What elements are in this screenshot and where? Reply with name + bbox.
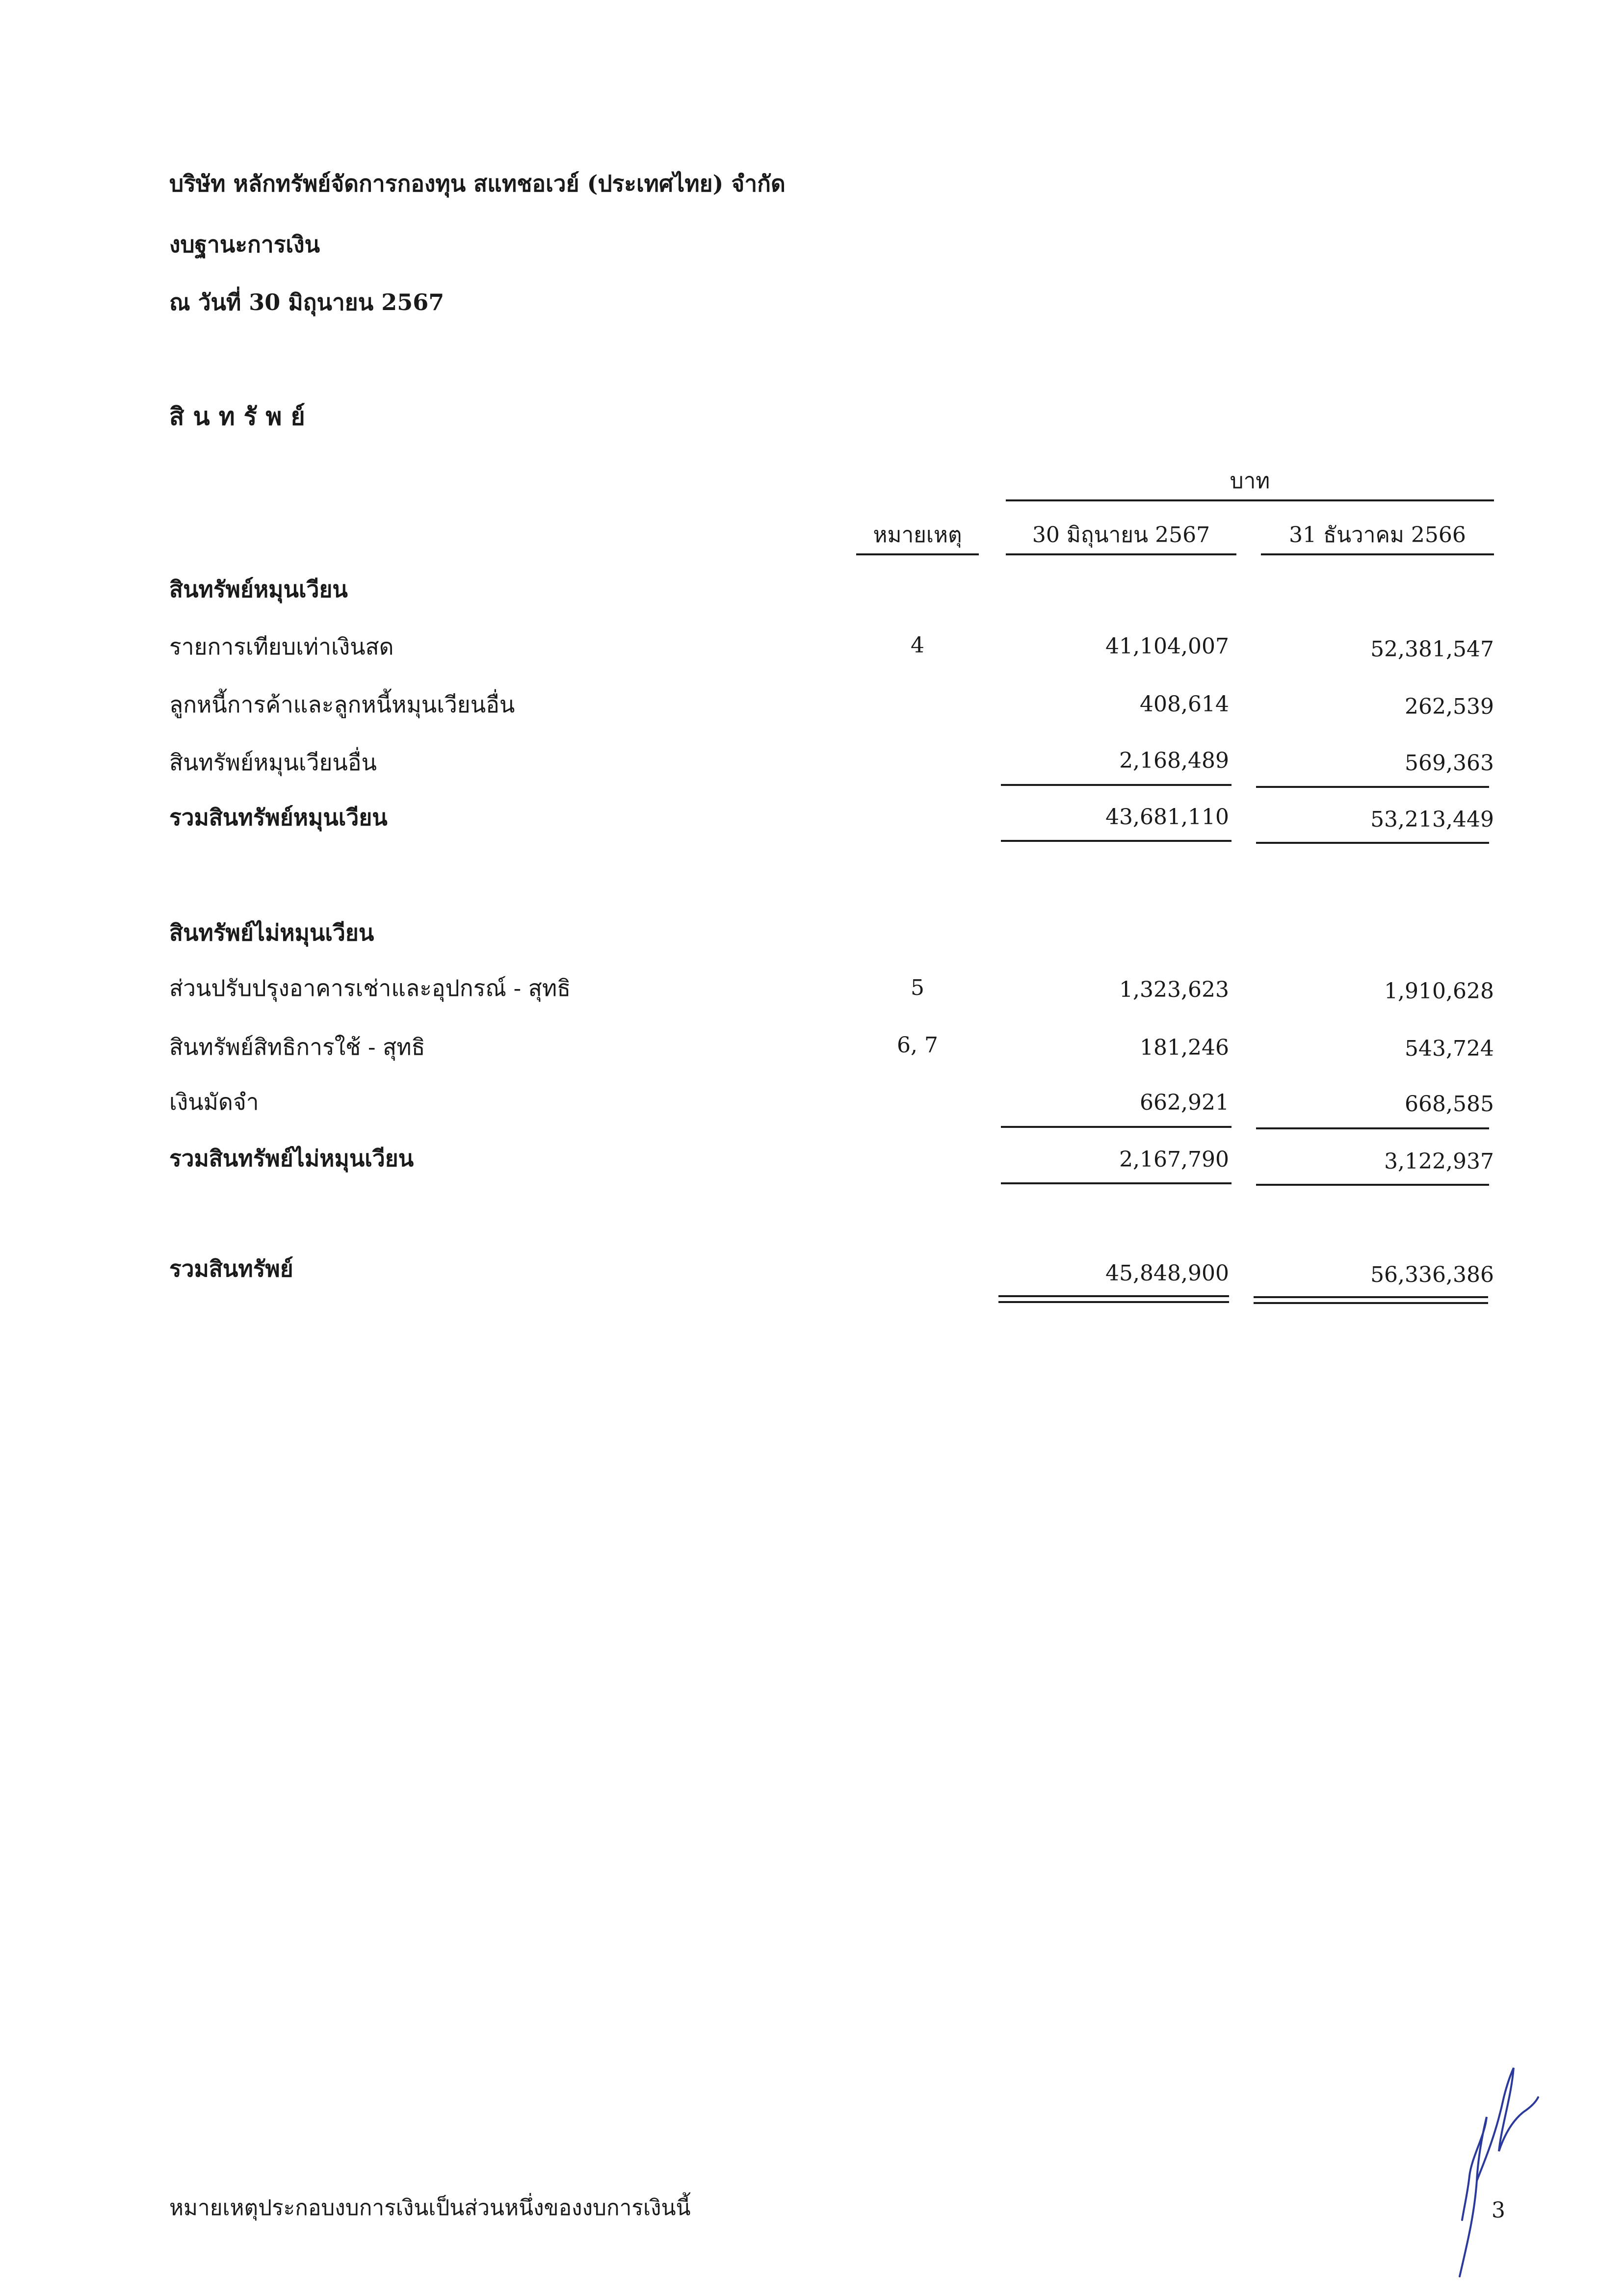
section-title-assets: สินทรัพย์ xyxy=(169,402,314,431)
row-label: เงินมัดจำ xyxy=(169,1089,259,1115)
total-line-col2 xyxy=(1256,842,1489,844)
total-line-col1 xyxy=(1001,840,1231,842)
subtotal-line-col2 xyxy=(1256,1127,1489,1129)
statement-title: งบฐานะการเงิน xyxy=(169,231,320,258)
col2-header-underline xyxy=(1261,553,1494,555)
double-line-col2-bottom xyxy=(1254,1302,1488,1304)
row-value-col1: 181,246 xyxy=(1140,1035,1229,1060)
row-value-col1: 662,921 xyxy=(1140,1090,1229,1115)
double-line-col1-top xyxy=(998,1295,1229,1297)
row-label: รายการเทียบเท่าเงินสด xyxy=(169,633,394,660)
noncurrent-assets-heading: สินทรัพย์ไม่หมุนเวียน xyxy=(169,919,374,946)
row-value-col1: 1,323,623 xyxy=(1119,977,1229,1002)
total-current-col2: 53,213,449 xyxy=(1370,807,1494,832)
footer-note: หมายเหตุประกอบงบการเงินเป็นส่วนหนึ่งของงบการเงินนี้ xyxy=(169,2195,691,2220)
row-value-col1: 2,168,489 xyxy=(1119,748,1229,773)
grand-total-col1: 45,848,900 xyxy=(1105,1261,1229,1286)
row-note: 5 xyxy=(911,975,924,1000)
subtotal-line-col2 xyxy=(1256,786,1489,788)
row-value-col2: 569,363 xyxy=(1405,751,1494,776)
row-value-col1: 41,104,007 xyxy=(1105,634,1229,659)
subtotal-line-col1 xyxy=(1001,784,1231,786)
double-line-col1-bottom xyxy=(998,1301,1229,1303)
currency-label: บาท xyxy=(1230,469,1270,494)
note-column-header: หมายเหตุ xyxy=(873,522,962,548)
row-note: 6, 7 xyxy=(897,1033,938,1058)
col1-header: 30 มิถุนายน 2567 xyxy=(1032,522,1210,548)
row-value-col2: 668,585 xyxy=(1405,1092,1494,1117)
row-label: ส่วนปรับปรุงอาคารเช่าและอุปกรณ์ - สุทธิ xyxy=(169,975,571,1001)
grand-total-label: รวมสินทรัพย์ xyxy=(169,1255,293,1282)
col2-header: 31 ธันวาคม 2566 xyxy=(1289,522,1466,548)
total-noncurrent-col1: 2,167,790 xyxy=(1119,1147,1229,1172)
row-value-col2: 262,539 xyxy=(1405,694,1494,719)
current-assets-heading: สินทรัพย์หมุนเวียน xyxy=(169,576,348,602)
total-line-col1 xyxy=(1001,1182,1231,1184)
double-line-col2-top xyxy=(1254,1296,1488,1298)
total-current-col1: 43,681,110 xyxy=(1105,805,1229,830)
currency-underline xyxy=(1006,499,1494,501)
row-label: สินทรัพย์สิทธิการใช้ - สุทธิ xyxy=(169,1034,425,1060)
col1-header-underline xyxy=(1006,553,1236,555)
row-value-col2: 543,724 xyxy=(1405,1036,1494,1061)
company-name: บริษัท หลักทรัพย์จัดการกองทุน สแทชอเวย์ (ประเทศไทย) จำกัด xyxy=(169,170,786,197)
total-line-col2 xyxy=(1256,1184,1489,1186)
total-current-label: รวมสินทรัพย์หมุนเวียน xyxy=(169,804,388,831)
total-noncurrent-label: รวมสินทรัพย์ไม่หมุนเวียน xyxy=(169,1145,414,1172)
page-number: 3 xyxy=(1492,2198,1505,2223)
row-value-col1: 408,614 xyxy=(1140,692,1229,717)
signature-image xyxy=(1413,2058,1541,2279)
row-label: สินทรัพย์หมุนเวียนอื่น xyxy=(169,749,377,776)
grand-total-col2: 56,336,386 xyxy=(1370,1262,1494,1287)
row-note: 4 xyxy=(911,633,924,658)
note-header-underline xyxy=(856,553,979,555)
row-value-col2: 52,381,547 xyxy=(1370,637,1494,662)
row-value-col2: 1,910,628 xyxy=(1384,979,1494,1004)
subtotal-line-col1 xyxy=(1001,1126,1231,1128)
row-label: ลูกหนี้การค้าและลูกหนี้หมุนเวียนอื่น xyxy=(169,691,515,718)
total-noncurrent-col2: 3,122,937 xyxy=(1384,1149,1494,1174)
statement-date: ณ วันที่ 30 มิถุนายน 2567 xyxy=(169,289,445,315)
